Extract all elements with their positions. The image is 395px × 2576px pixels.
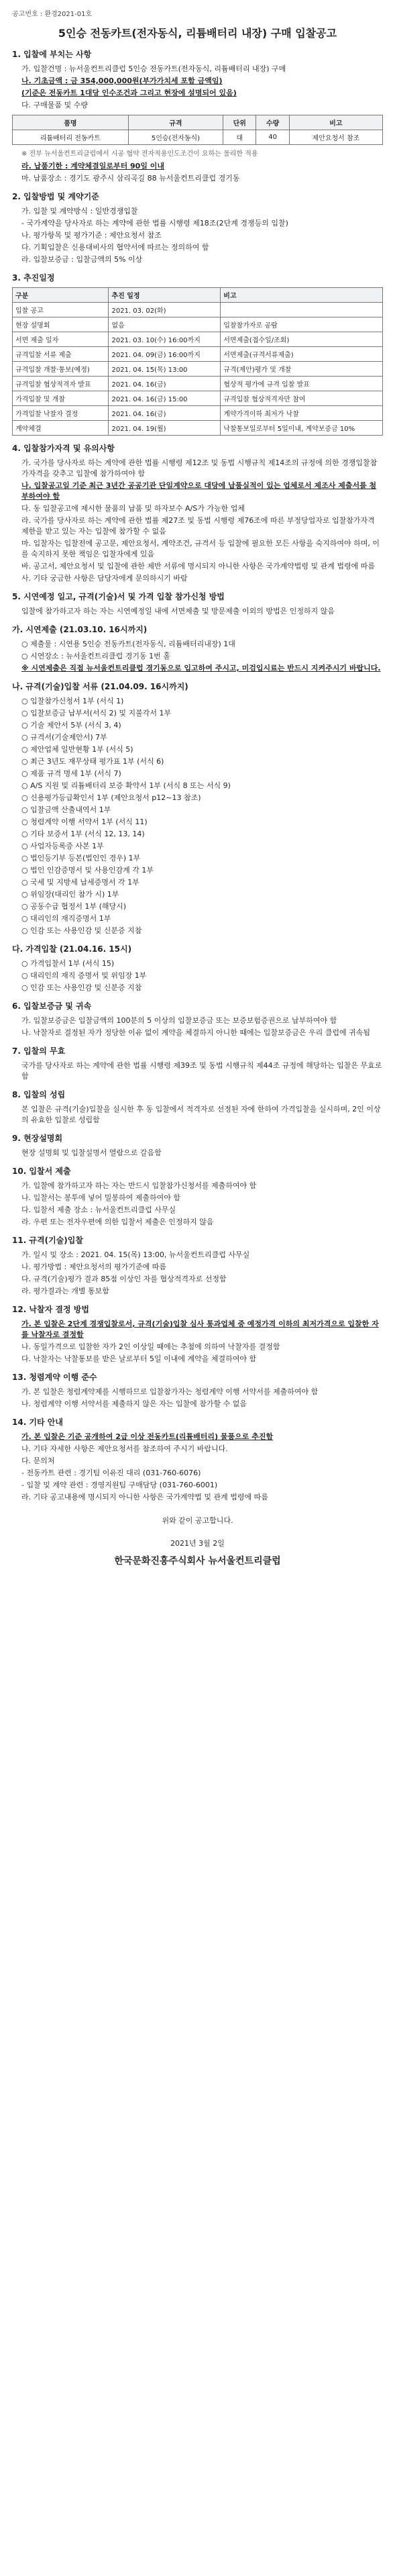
line: - 전동카트 관련 : 경기팀 이유진 대리 (031-760-6076)	[21, 1469, 201, 1477]
line: ○ 신용평가등급확인서 1부 (제안요청서 p12~13 참조)	[21, 793, 201, 802]
table-header: 수량	[256, 115, 289, 130]
table-row	[13, 362, 383, 377]
line: ○ 기술 제안서 5부 (서식 3, 4)	[21, 721, 121, 730]
section-heading: 13. 청렴계약 이행 준수	[12, 1373, 97, 1382]
line: ○ 대리인의 재직 증명서 및 위임장 1부	[21, 971, 147, 980]
table-cell: 계약체결	[13, 421, 109, 436]
line: ○ 제출물 : 시연용 5인승 전동카트(전자동식, 리튬배터리내장) 1대	[21, 640, 235, 648]
section-11	[12, 1234, 383, 1297]
section-1	[12, 48, 383, 184]
section-heading: 12. 낙찰자 결정 방법	[12, 1305, 89, 1314]
line: ○ A/S 지원 및 리튬배터리 보증 확약서 1부 (서식 8 또는 서식 9)	[21, 781, 231, 790]
table-cell: 규격입찰 협상적격자 발표	[13, 377, 109, 391]
table-cell: 규격입찰 서류 제출	[13, 347, 109, 362]
table-row	[13, 391, 383, 406]
table-cell: 규격입찰 개찰·통보(예정)	[13, 362, 109, 377]
line: ○ 사업자등록증 사본 1부	[21, 842, 104, 850]
table-cell: 2021. 04. 09(금) 16:00까지	[109, 347, 221, 362]
line: 라. 우편 또는 전자우편에 의한 입찰서 제출은 인정하지 않음	[21, 1218, 214, 1226]
table-cell: 서면제출(규격서류제출)	[221, 347, 383, 362]
line: ○ 위임장(대리인 참가 시) 1부	[21, 890, 119, 899]
organization-name: 한국문화진흥주식회사 뉴서울컨트리클럽	[114, 1556, 281, 1567]
section-13	[12, 1371, 383, 1409]
table-row	[13, 347, 383, 362]
line: 나. 기타 자세한 사항은 제안요청서를 참조하여 주시기 바랍니다.	[21, 1444, 228, 1453]
table-cell: 대	[223, 130, 256, 145]
line: 다. 문의처	[21, 1456, 55, 1465]
section-2	[12, 191, 383, 265]
notice-number: 공고번호 : 환경2021-01호	[12, 11, 93, 18]
line: 사. 기타 궁금한 사항은 담당자에게 문의하시기 바람	[21, 574, 188, 583]
table-header: 단위	[223, 115, 256, 130]
line: 다. 기획입찰은 신용대비사의 협약서에 따르는 정의하여 함	[21, 243, 209, 252]
section-heading: 8. 입찰의 성립	[12, 1090, 66, 1099]
line: 나. 청렴계약 이행 서약서를 제출하지 않은 자는 입찰에 참가할 수 없음	[21, 1399, 247, 1408]
section-6	[12, 1000, 383, 1038]
section-heading: 5. 시연예정 일고, 규격(기술)서 및 가격 입찰 참가신청 방법	[12, 592, 225, 601]
line: 가. 본 입찰은 기준 공개하여 2급 이상 전동카트(리튬배터리) 물품으로 추진함	[21, 1432, 274, 1441]
table-cell: 협상적 평가에 규격 입찰 발표	[221, 377, 383, 391]
line: 가. 입찰에 참가하고자 하는 자는 반드시 입찰참가신청서를 제출하여야 함	[21, 1181, 257, 1190]
table-row	[13, 406, 383, 421]
table-row	[13, 130, 383, 145]
line: 나. 동일가격으로 입찰한 자가 2인 이상일 때에는 추첨에 의하여 낙찰자를 결정함	[21, 1342, 280, 1351]
table-cell: 2021. 03. 02(화)	[109, 303, 221, 317]
notice-page	[12, 0, 383, 1567]
line: 본 입찰은 규격(기술)입찰을 실시한 후 동 입찰에서 적격자로 선정된 자에 한하여 가격입찰을 실시하며, 2인 이상의 유효한 입찰로 성립함	[21, 1105, 381, 1124]
table-cell: 2021. 04. 16(금)	[109, 406, 221, 421]
table-cell: 서면 제출 일자	[13, 332, 109, 347]
line: ※ 전부 뉴서울컨트리클럽에서 시공 협약 전자적용인도조건이 요하는 물리한 적용	[21, 150, 258, 158]
section-heading: 6. 입찰보증금 및 귀속	[12, 1001, 92, 1011]
table-header: 추진 일정	[109, 288, 221, 303]
table-cell: 2021. 03. 10(수) 16:00까지	[109, 332, 221, 347]
table-row	[13, 421, 383, 436]
table-cell	[221, 303, 383, 317]
line: 가. 입찰건명 : 뉴서울컨트리클럽 5인승 전동카트(전자동식, 리튬배터리 내장) 구매	[21, 64, 286, 73]
table-row	[13, 317, 383, 332]
section-14	[12, 1416, 383, 1503]
table-cell: 40	[256, 130, 289, 145]
table-cell: 계약가격이하 최저가 낙찰	[221, 406, 383, 421]
line: 나. 평가방법 : 제안요청서의 평가기준에 따름	[21, 1262, 166, 1271]
table-cell: 2021. 04. 16(금) 15:00	[109, 391, 221, 406]
line: ○ 최근 3년도 재무상태 평가표 1부 (서식 6)	[21, 757, 164, 766]
section-heading: 3. 추진일정	[12, 273, 55, 283]
section-12	[12, 1303, 383, 1365]
section-heading: 14. 기타 안내	[12, 1418, 63, 1427]
table-row	[13, 377, 383, 391]
notice-date: 2021년 3월 2일	[170, 1539, 225, 1548]
line: ○ 공동수급 협정서 1부 (해당시)	[21, 902, 127, 911]
table-cell: 없음	[109, 317, 221, 332]
section-7	[12, 1045, 383, 1082]
line: 현장 설명회 및 입찰설명서 열람으로 갈음함	[21, 1148, 162, 1157]
line: ○ 입찰보증금 납부서(서식 2) 및 지불각서 1부	[21, 709, 172, 717]
table-header: 규격	[128, 115, 223, 130]
table-cell: 가격입찰 및 개찰	[13, 391, 109, 406]
line: 입찰에 참가하고자 하는 자는 시연예정일 내에 서면제출 및 방문제출 이외의 방법은 인정하지 않음	[21, 607, 335, 615]
line: ○ 기타 보증서 1부 (서식 12, 13, 14)	[21, 830, 145, 838]
product-table	[12, 115, 383, 145]
table-cell: 가격입찰 낙찰자 결정	[13, 406, 109, 421]
line: 가. 본 입찰은 2단계 경쟁입찰로서, 규격(기술)입찰 심사 통과업체 중 예정가격 이하의 최저가격으로 입찰한 자를 낙찰자로 결정함	[21, 1320, 379, 1339]
table-cell: 5인승(전자동식)	[128, 130, 223, 145]
table-cell: 입찰 공고	[13, 303, 109, 317]
line: 라. 입찰보증금 : 입찰금액의 5% 이상	[21, 255, 143, 264]
line: 나. 기초금액 : 금 354,000,000원(부가가치세 포함 금액임)	[21, 77, 223, 85]
table-header: 구분	[13, 288, 109, 303]
table-row	[13, 332, 383, 347]
line: 다. 동 입찰공고에 제시한 물품의 납품 및 하자보수 A/S가 가능한 업체	[21, 504, 245, 513]
notice-title: 5인승 전동카트(전자동식, 리튬배터리 내장) 구매 입찰공고	[58, 27, 337, 40]
table-cell: 2021. 04. 16(금)	[109, 377, 221, 391]
line: (기준은 전동카트 1대당 인수조건과 그리고 현장에 설명되어 있음)	[21, 89, 237, 97]
line: 라. 평가결과는 개별 통보함	[21, 1287, 109, 1295]
line: ○ 인감 또는 사용인감 및 신분증 지참	[21, 983, 142, 992]
line: ○ 법인등기부 등본(법인인 경우) 1부	[21, 854, 141, 862]
line: ○ 입찰금액 산출내역서 1부	[21, 805, 111, 814]
line: 다. 구매물품 및 수량	[21, 101, 88, 109]
line: 가. 본 입찰은 청렴계약제를 시행하므로 입찰참가자는 청렴계약 이행 서약서를 제출하여야 함	[21, 1387, 319, 1396]
line: ○ 제안업체 일반현황 1부 (서식 5)	[21, 745, 133, 754]
line: - 입찰 및 계약 관련 : 경영지원팀 구매담당 (031-760-6001)	[21, 1481, 218, 1489]
line: ○ 시연장소 : 뉴서울컨트리클럽 경기동 1번 홀	[21, 652, 170, 660]
line: 라. 기타 공고내용에 명시되지 아니한 사항은 국가계약법 및 관계 법령에 따름	[21, 1493, 268, 1501]
line: 마. 입찰자는 입찰전에 공고문, 제안요청서, 계약조건, 규격서 등 입찰에 필요한 모든 사항을 숙지하여야 하며, 이를 숙지하지 못한 책임은 입찰자에게 있음	[21, 539, 380, 558]
line: 나. 입찰서는 봉투에 넣어 밀봉하여 제출하여야 함	[21, 1193, 180, 1202]
line: 다. 낙찰자는 낙찰통보를 받은 날로부터 5일 이내에 계약을 체결하여야 함	[21, 1354, 257, 1363]
table-cell: 리튬배터리 전동카트	[13, 130, 129, 145]
line: ○ 법인 인감증명서 및 사용인감계 각 1부	[21, 866, 154, 875]
section-heading: 7. 입찰의 무효	[12, 1046, 66, 1056]
section-4	[12, 442, 383, 584]
line: ※ 시연제출은 직접 뉴서울컨트리클럽 경기동으로 입고하여 주시고, 미검입시료는 반드시 지켜주시기 바랍니다.	[21, 664, 381, 673]
section-heading: 11. 규격(기술)입찰	[12, 1236, 83, 1245]
line: 바. 공고서, 제안요청서 및 입찰에 관한 제반 서류에 명시되지 아니한 사항은 국가계약법령 및 관계 법령에 따름	[21, 562, 375, 571]
table-cell: 서면제출(접수일/조회)	[221, 332, 383, 347]
line: ○ 국세 및 지방세 납세증명서 각 1부	[21, 878, 139, 887]
table-cell: 제안요청서 참조	[289, 130, 382, 145]
table-cell: 규격입찰 협상적격자만 참여	[221, 391, 383, 406]
table-row	[13, 303, 383, 317]
line: 나. 입찰공고일 기준 최근 3년간 공공기관 단일계약으로 대당에 납품실적이 있는 업체로서 제조사 제출서를 첨부하여야 함	[21, 481, 377, 501]
line: 다. 규격(기술)평가 결과 85점 이상인 자를 협상적격자로 선정함	[21, 1275, 227, 1283]
section-3	[12, 272, 383, 436]
table-cell: 낙찰통보일로부터 5일이내, 계약보증금 10%	[221, 421, 383, 436]
line: 가. 일시 및 장소 : 2021. 04. 15(목) 13:00, 뉴서울컨트리클럽 사무실	[21, 1250, 250, 1259]
section-10	[12, 1165, 383, 1228]
line: 나. 낙찰자로 결정된 자가 정당한 이유 없이 계약을 체결하지 아니한 때에는 입찰보증금은 우리 클럽에 귀속됨	[21, 1028, 370, 1037]
line: 가. 국가를 당사자로 하는 계약에 관한 법률 시행령 제12조 및 동법 시행규칙 제14조의 규정에 의한 경쟁입찰참가자격을 갖추고 입찰에 참가하여야 함	[21, 458, 378, 478]
schedule-table	[12, 287, 383, 436]
table-cell: 2021. 04. 15(목) 13:00	[109, 362, 221, 377]
section-5b	[12, 681, 383, 936]
table-cell: 현장 설명회	[13, 317, 109, 332]
table-cell: 규격(제안)평가 및 개찰	[221, 362, 383, 377]
line: - 국가계약을 당사자로 하는 계약에 관한 법률 시행령 제18조(2단계 경쟁등의 입찰)	[21, 219, 288, 228]
line: 가. 입찰보증금은 입찰금액의 100분의 5 이상의 입찰보증금 또는 보증보험증권으로 납부하여야 함	[21, 1016, 337, 1025]
line: ○ 대리인의 재직증명서 1부	[21, 914, 111, 923]
closing-text: 위와 같이 공고합니다.	[162, 1516, 233, 1525]
line: ○ 가격입찰서 1부 (서식 15)	[21, 959, 115, 968]
line: 마. 납품장소 : 경기도 광주시 삼리곡길 88 뉴서울컨트리클럽 경기동	[21, 174, 240, 183]
section-heading: 4. 입찰참가자격 및 유의사항	[12, 444, 115, 453]
section-heading: 10. 입찰서 제출	[12, 1167, 71, 1176]
table-cell: 입찰참가자로 공람	[221, 317, 383, 332]
line: 국가를 당사자로 하는 계약에 관한 법률 시행령 제39조 및 동법 시행규칙 제44조 규정에 해당하는 입찰은 무효로 함	[21, 1061, 382, 1081]
section-8	[12, 1089, 383, 1126]
section-heading: 다. 가격입찰 (21.04.16. 15시)	[12, 944, 132, 954]
line: 나. 평가항목 및 평가기준 : 제안요청서 참조	[21, 231, 162, 240]
section-heading: 나. 규격(기술)입찰 서류 (21.04.09. 16시까지)	[12, 682, 188, 691]
line: ○ 청렴계약 이행 서약서 1부 (서식 11)	[21, 818, 148, 826]
line: ○ 인감 또는 사용인감 및 신분증 지참	[21, 926, 142, 935]
line: 가. 입찰 및 계약방식 : 일반경쟁입찰	[21, 207, 138, 215]
section-heading: 9. 현장설명회	[12, 1134, 63, 1143]
line: 라. 납품기한 : 계약체결일로부터 90일 이내	[21, 162, 165, 170]
section-9	[12, 1132, 383, 1158]
table-cell: 2021. 04. 19(월)	[109, 421, 221, 436]
section-heading: 2. 입찰방법 및 계약기준	[12, 192, 99, 201]
section-heading: 1. 입찰에 부치는 사항	[12, 50, 92, 59]
line: ○ 제품 규격 명세 1부 (서식 7)	[21, 769, 121, 778]
section-heading: 가. 시연제출 (21.03.10. 16시까지)	[12, 625, 148, 634]
table-header: 비고	[289, 115, 382, 130]
section-5	[12, 591, 383, 617]
section-5a	[12, 624, 383, 674]
line: 다. 입찰서 제출 장소 : 뉴서울컨트리클럽 사무실	[21, 1205, 176, 1214]
table-header: 비고	[221, 288, 383, 303]
section-5c	[12, 943, 383, 993]
table-header: 품명	[13, 115, 129, 130]
line: ○ 입찰참가신청서 1부 (서식 1)	[21, 697, 124, 705]
line: 라. 국가를 당사자로 하는 계약에 관한 법률 제27조 및 동법 시행령 제76조에 따른 부정당업자로 입찰참가자격 제한을 받고 있는 자는 입찰에 참가할 수 없음	[21, 516, 375, 536]
line: ○ 규격서(기술제안서) 7부	[21, 733, 107, 742]
